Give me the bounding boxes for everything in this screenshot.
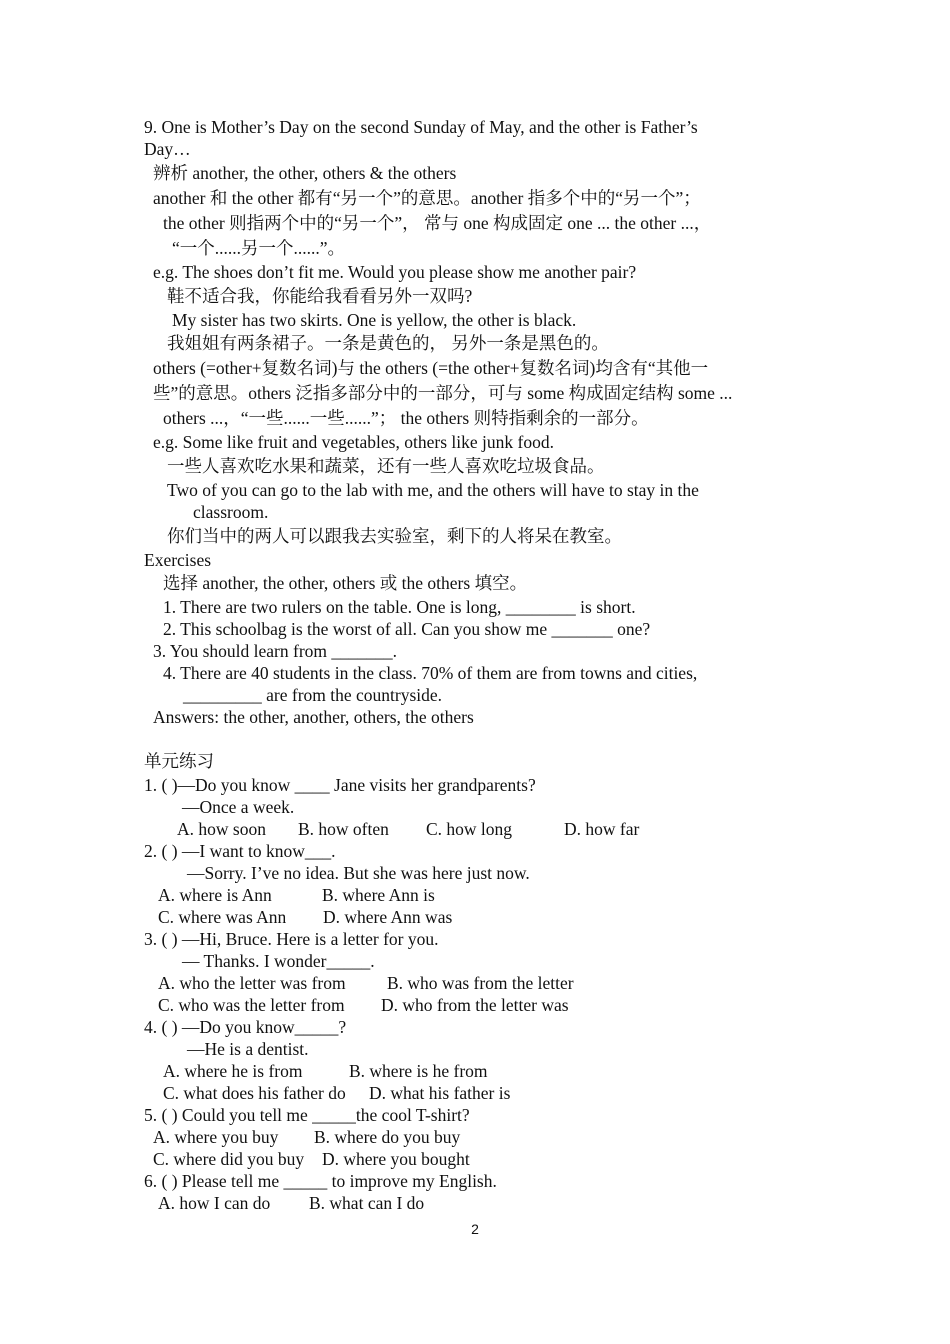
example-translation: 一些人喜欢吃水果和蔬菜，还有一些人喜欢吃垃圾食品。 <box>167 456 605 476</box>
option-b: B. where is he from <box>349 1061 488 1081</box>
option-c: C. who was the letter from <box>158 995 345 1015</box>
example-sentence: classroom. <box>193 502 269 522</box>
question-stem: 5. ( ) Could you tell me _____the cool T-shirt? <box>144 1105 470 1125</box>
paragraph-line: others (=other+复数名词)与 the others (=the other+复数名词)均含有“其他一 <box>153 358 709 378</box>
option-d: D. where you bought <box>322 1149 470 1169</box>
exercise-question: 1. There are two rulers on the table. One is long, ________ is short. <box>163 597 636 617</box>
unit-title: 单元练习 <box>144 751 214 771</box>
page-number: 2 <box>471 1221 479 1237</box>
option-d: D. what his father is <box>369 1083 511 1103</box>
example-translation: 我姐姐有两条裙子。一条是黄色的， 另外一条是黑色的。 <box>167 333 609 353</box>
option-d: D. who from the letter was <box>381 995 569 1015</box>
option-b: B. what can I do <box>309 1193 425 1213</box>
exercise-question: _________ are from the countryside. <box>183 685 443 705</box>
example-sentence: e.g. The shoes don’t fit me. Would you please show me another pair? <box>153 262 637 282</box>
option-a: A. who the letter was from <box>158 973 346 993</box>
option-c: C. where was Ann <box>158 907 287 927</box>
paragraph-line: “一个......另一个......”。 <box>172 238 346 258</box>
example-sentence: Two of you can go to the lab with me, and the others will have to stay in the <box>167 480 699 500</box>
exercise-question: 4. There are 40 students in the class. 70% of them are from towns and cities, <box>163 663 698 683</box>
item9-line1: 9. One is Mother’s Day on the second Sunday of May, and the other is Father’s <box>144 117 698 137</box>
exercises-instruction: 选择 another, the other, others 或 the others 填空。 <box>163 573 528 593</box>
option-a: A. how soon <box>177 819 266 839</box>
question-reply: — Thanks. I wonder_____. <box>182 951 375 971</box>
item9-line2: Day… <box>144 139 191 159</box>
example-translation: 鞋不适合我，你能给我看看另外一双吗? <box>167 286 473 306</box>
exercise-question: 2. This schoolbag is the worst of all. Can you show me _______ one? <box>163 619 651 639</box>
section-heading: 辨析 another, the other, others & the others <box>153 163 457 183</box>
option-c: C. how long <box>426 819 513 839</box>
paragraph-line: the other 则指两个中的“另一个”， 常与 one 构成固定 one ... the other ...， <box>163 213 712 233</box>
option-b: B. who was from the letter <box>387 973 574 993</box>
option-a: A. where you buy <box>153 1127 279 1147</box>
question-stem: 1. ( )—Do you know ____ Jane visits her grandparents? <box>144 775 536 795</box>
paragraph-line: 些”的意思。others 泛指多部分中的一部分，可与 some 构成固定结构 some ... <box>153 383 733 403</box>
option-b: B. how often <box>298 819 389 839</box>
option-a: A. where is Ann <box>158 885 272 905</box>
question-reply: —Once a week. <box>182 797 295 817</box>
option-c: C. what does his father do <box>163 1083 346 1103</box>
option-b: B. where Ann is <box>322 885 435 905</box>
question-stem: 3. ( ) —Hi, Bruce. Here is a letter for you. <box>144 929 439 949</box>
option-b: B. where do you buy <box>314 1127 461 1147</box>
option-c: C. where did you buy <box>153 1149 305 1169</box>
option-d: D. where Ann was <box>323 907 453 927</box>
option-a: A. where he is from <box>163 1061 303 1081</box>
question-stem: 4. ( ) —Do you know_____? <box>144 1017 347 1037</box>
question-stem: 2. ( ) —I want to know___. <box>144 841 336 861</box>
example-sentence: e.g. Some like fruit and vegetables, others like junk food. <box>153 432 554 452</box>
exercise-question: 3. You should learn from _______. <box>153 641 398 661</box>
question-reply: —He is a dentist. <box>187 1039 309 1059</box>
example-sentence: My sister has two skirts. One is yellow, the other is black. <box>172 310 577 330</box>
option-a: A. how I can do <box>158 1193 271 1213</box>
question-reply: —Sorry. I’ve no idea. But she was here just now. <box>187 863 530 883</box>
example-translation: 你们当中的两人可以跟我去实验室，剩下的人将呆在教室。 <box>167 526 622 546</box>
exercises-title: Exercises <box>144 550 212 570</box>
answers-line: Answers: the other, another, others, the others <box>153 707 474 727</box>
option-d: D. how far <box>564 819 640 839</box>
paragraph-line: another 和 the other 都有“另一个”的意思。another 指多个中的“另一个”； <box>153 188 701 208</box>
question-stem: 6. ( ) Please tell me _____ to improve my English. <box>144 1171 497 1191</box>
paragraph-line: others ...，“一些......一些......”； the others 则特指剩余的一部分。 <box>163 408 649 428</box>
